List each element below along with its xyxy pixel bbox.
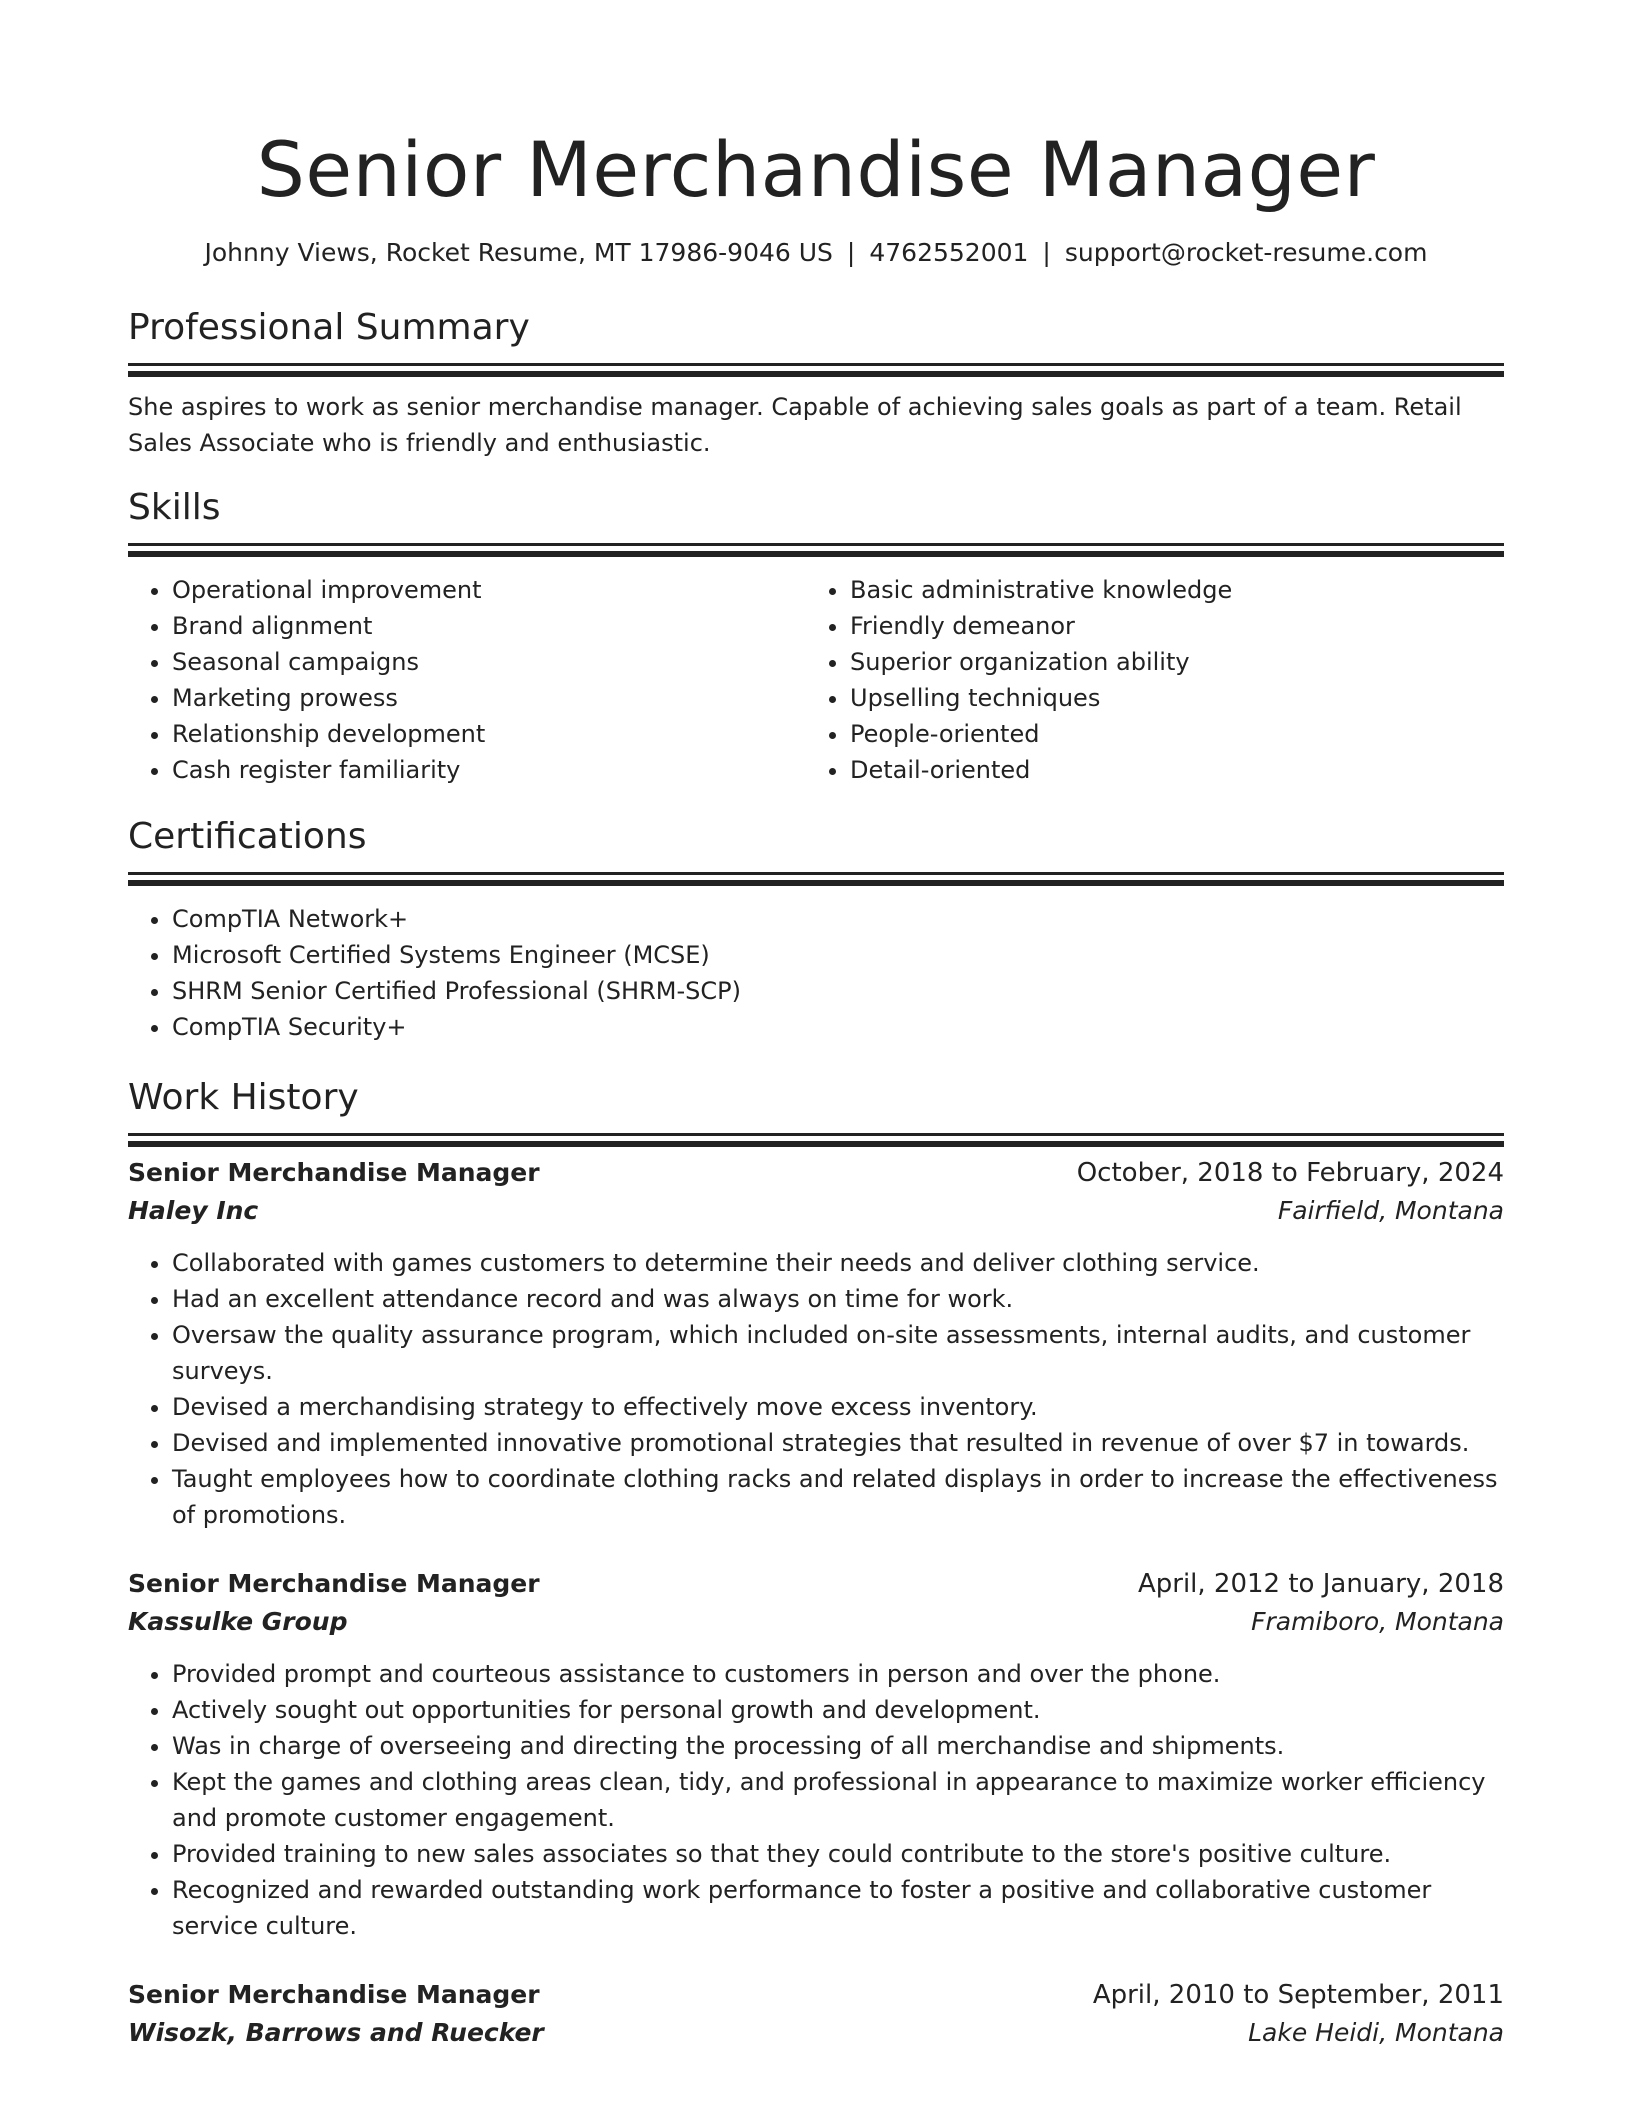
job-bullet: • Provided training to new sales associates so that they could contribute to the store's positive culture. [172, 1836, 1504, 1872]
job-bullet: • Provided prompt and courteous assistance to customers in person and over the phone. [172, 1656, 1504, 1692]
job-entry [128, 1565, 1504, 1944]
job-entry [128, 1154, 1504, 1533]
skills-column-left [128, 572, 806, 788]
skill-item: • People-oriented [850, 716, 1484, 752]
skill-item: • Seasonal campaigns [172, 644, 806, 680]
skills-column-right [806, 572, 1484, 788]
section-divider [128, 872, 1504, 875]
certification-item: • Microsoft Certified Systems Engineer (MCSE) [172, 937, 1504, 973]
job-dates: April, 2010 to September, 2011 [1092, 1980, 1504, 2010]
job-entry [128, 1976, 1504, 2052]
job-title: Senior Merchandise Manager [128, 1980, 540, 2009]
job-bullet: • Kept the games and clothing areas clean, tidy, and professional in appearance to maximize worker efficiency and promote customer engagement. [172, 1764, 1504, 1836]
contact-email: support@rocket-resume.com [1064, 238, 1428, 267]
certifications-section [128, 814, 1504, 1045]
contact-address: Johnny Views, Rocket Resume, MT 17986-9046 US [204, 238, 833, 267]
job-dates: April, 2012 to January, 2018 [1137, 1569, 1504, 1599]
resume-page [128, 0, 1504, 2052]
section-divider [128, 543, 1504, 546]
skills-heading: Skills [128, 487, 221, 528]
summary-section [128, 305, 1504, 461]
skill-item: • Marketing prowess [172, 680, 806, 716]
job-bullet: • Collaborated with games customers to determine their needs and deliver clothing service. [172, 1245, 1504, 1281]
section-divider [128, 1133, 1504, 1136]
summary-text: She aspires to work as senior merchandise manager. Capable of achieving sales goals as part of a team. Retail Sales Associate who is friendly and enthusiastic. [128, 393, 1462, 457]
job-location: Lake Heidi, Montana [1248, 2018, 1504, 2047]
job-bullet: • Oversaw the quality assurance program, which included on-site assessments, internal audits, and customer surveys. [172, 1317, 1504, 1389]
summary-heading: Professional Summary [128, 307, 530, 348]
section-divider [128, 363, 1504, 366]
job-bullet: • Taught employees how to coordinate clothing racks and related displays in order to increase the effectiveness of promotions. [172, 1461, 1504, 1533]
job-dates: October, 2018 to February, 2024 [1076, 1158, 1504, 1188]
job-bullet: • Devised and implemented innovative promotional strategies that resulted in revenue of over $7 in towards. [172, 1425, 1504, 1461]
job-company: Haley Inc [128, 1196, 259, 1225]
job-company: Wisozk, Barrows and Ruecker [128, 2018, 544, 2047]
contact-phone: 4762552001 [869, 238, 1029, 267]
job-bullet: • Had an excellent attendance record and was always on time for work. [172, 1281, 1504, 1317]
skill-item: • Superior organization ability [850, 644, 1484, 680]
contact-separator: | [1042, 238, 1051, 267]
work-history-section [128, 1075, 1504, 2052]
job-title: Senior Merchandise Manager [128, 1569, 540, 1598]
skill-item: • Basic administrative knowledge [850, 572, 1484, 608]
page-title: Senior Merchandise Manager [256, 125, 1376, 214]
skill-item: • Cash register familiarity [172, 752, 806, 788]
skills-columns [128, 572, 1504, 788]
job-title: Senior Merchandise Manager [128, 1158, 540, 1187]
job-bullet: • Recognized and rewarded outstanding work performance to foster a positive and collaborative customer service culture. [172, 1872, 1504, 1944]
certification-item: • SHRM Senior Certified Professional (SHRM-SCP) [172, 973, 1504, 1009]
contact-line [128, 236, 1504, 270]
contact-separator: | [846, 238, 856, 267]
certifications-heading: Certifications [128, 816, 367, 857]
work-history-heading: Work History [128, 1077, 359, 1118]
job-location: Framiboro, Montana [1251, 1607, 1504, 1636]
job-company: Kassulke Group [128, 1607, 348, 1636]
job-bullet: • Devised a merchandising strategy to effectively move excess inventory. [172, 1389, 1504, 1425]
skills-section [128, 485, 1504, 788]
job-bullet: • Was in charge of overseeing and directing the processing of all merchandise and shipments. [172, 1728, 1504, 1764]
skill-item: • Friendly demeanor [850, 608, 1484, 644]
job-location: Fairfield, Montana [1277, 1196, 1504, 1225]
skill-item: • Relationship development [172, 716, 806, 752]
skill-item: • Brand alignment [172, 608, 806, 644]
skill-item: • Upselling techniques [850, 680, 1484, 716]
certification-item: • CompTIA Network+ [172, 901, 1504, 937]
certification-item: • CompTIA Security+ [172, 1009, 1504, 1045]
skill-item: • Detail-oriented [850, 752, 1484, 788]
job-bullet: • Actively sought out opportunities for personal growth and development. [172, 1692, 1504, 1728]
skill-item: • Operational improvement [172, 572, 806, 608]
